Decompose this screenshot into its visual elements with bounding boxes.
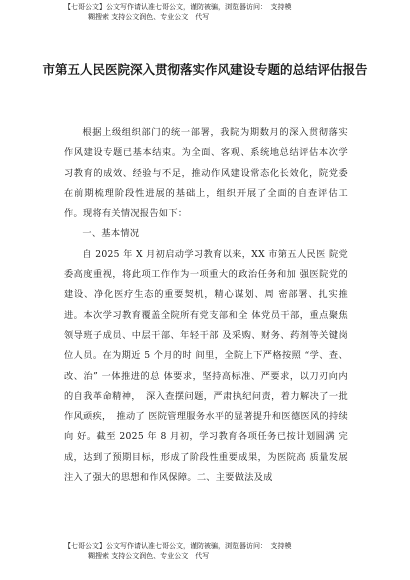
footer-banner-line-2: 糊搜索 支持公文润色、专业公文 代写 — [88, 552, 210, 560]
section-heading-basic: 一、基本情况 — [82, 228, 140, 240]
header-banner-line-1: 【七哥公文】公文写作请认准七哥公文，谨防被骗，浏览器访问： 支持模 — [64, 3, 292, 11]
header-banner — [64, 2, 364, 22]
intro-paragraph: 根据上级组织部门的统一部署，我院为期数月的深入贯彻落实作风建设专题已基本结束。为全面、客观、系统地总结评估本次学习教育的成效、经验与不足，推动作风建设常态化长效化，院党委在前期梳理阶段性进展的基础上，组织开展了全面的自查评估工作。现将有关情况报告如下： — [64, 127, 348, 220]
document-body — [64, 123, 348, 488]
document-title: 市第五人民医院深入贯彻落实作风建设专题的总结评估报告 — [42, 62, 368, 77]
footer-banner-line-1: 【七哥公文】公文写作请认准七哥公文，谨防被骗，浏览器访问： 支持模 — [64, 542, 292, 550]
footer-banner — [64, 541, 364, 561]
basic-situation-paragraph: 自 2025 年 X 月初启动学习教育以来，XX 市第五人民医 院党委高度重视，将此项工作作为一项重大的政治任务和加 强医院党的建设、净化医疗生态的重要契机，精心谋划、周 密部署、扎实推进。本次学习教育覆盖全院所有党支部和全 体党员干部，重点聚焦领导班子成员、中层干部、年轻干部 及采购、财务、药剂等关键岗位人员。在为期近 5 个月的时 间里，全院上下严格按照 “学、查、改、治” 一体推进的总 体要求，坚持高标准、严要求，以刀刃向内的自我革命精神， 深入查摆问题，严肃执纪问责，着力解决了一批作风顽疾， 推动了 医院管理服务水平的显著提升和医德医风的持续向 好。截至 2025 年 8 月初，学习教育各项任务已按计划圆满 完成，达到了预期目标，形成了阶段性重要成果，为医院高 质量发展注入了强大的思想和作风保障。二、主要做法及成 — [64, 248, 348, 484]
header-banner-line-2: 糊搜索 支持公文润色、专业公文 代写 — [88, 13, 210, 21]
